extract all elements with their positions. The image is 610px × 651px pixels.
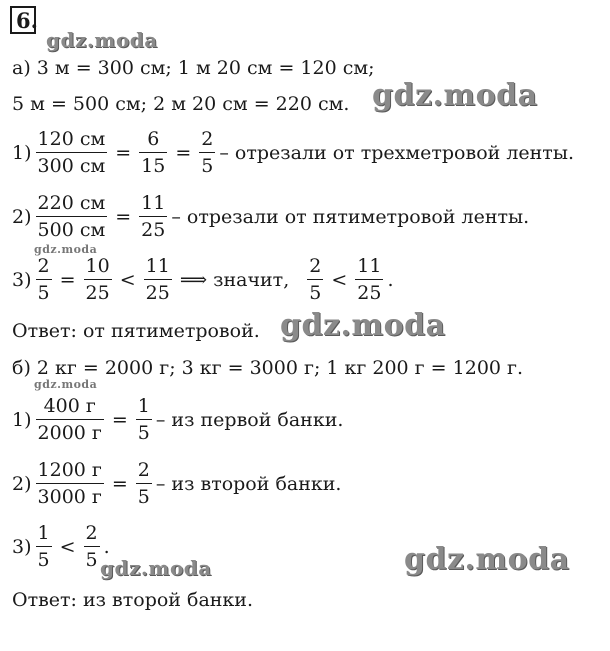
part-b-step-2 <box>12 457 341 510</box>
equals-sign: = <box>111 408 128 431</box>
fraction <box>36 126 108 179</box>
equals-sign: = <box>59 268 76 291</box>
fraction <box>199 126 215 179</box>
step-text: – отрезали от пятиметровой ленты. <box>171 205 530 228</box>
step-label: 2) <box>12 472 32 495</box>
numerator: 1200 г <box>37 459 102 481</box>
equals-sign: = <box>115 141 132 164</box>
part-a-answer: Ответ: от пятиметровой. <box>12 320 260 342</box>
fraction <box>139 190 167 243</box>
denominator: 5 <box>136 419 152 446</box>
numerator: 11 <box>141 192 166 214</box>
part-a-step-3 <box>12 253 394 306</box>
denominator: 300 см <box>36 152 108 179</box>
equals-sign: = <box>111 472 128 495</box>
fraction <box>36 393 104 446</box>
numerator: 2 <box>309 255 322 277</box>
step-text: – из первой банки. <box>155 408 344 431</box>
denominator: 500 см <box>36 216 108 243</box>
numerator: 10 <box>85 255 110 277</box>
less-than-sign: < <box>119 268 136 291</box>
denominator: 25 <box>355 279 383 306</box>
denominator: 15 <box>139 152 167 179</box>
denominator: 5 <box>36 279 52 306</box>
equals-sign: = <box>175 141 192 164</box>
denominator: 5 <box>136 483 152 510</box>
fraction <box>36 520 52 573</box>
denominator: 3000 г <box>36 483 104 510</box>
period: . <box>387 268 394 291</box>
problem-number: 6. <box>16 8 38 33</box>
numerator: 120 см <box>37 128 106 150</box>
numerator: 1 <box>137 395 150 417</box>
part-b-step-3 <box>12 520 110 573</box>
step-label: 3) <box>12 268 32 291</box>
numerator: 2 <box>37 255 50 277</box>
problem-number-box <box>10 6 36 34</box>
denominator: 25 <box>144 279 172 306</box>
period: . <box>103 535 110 558</box>
part-a-step-2 <box>12 190 529 243</box>
fraction <box>144 253 172 306</box>
part-a-step-1 <box>12 126 574 179</box>
fraction <box>84 520 100 573</box>
denominator: 25 <box>84 279 112 306</box>
fraction <box>84 253 112 306</box>
numerator: 2 <box>137 459 150 481</box>
fraction <box>36 253 52 306</box>
watermark: gdz.moda <box>100 556 212 580</box>
numerator: 2 <box>201 128 214 150</box>
numerator: 400 г <box>43 395 96 417</box>
watermark: gdz.moda <box>404 542 570 577</box>
equals-sign: = <box>115 205 132 228</box>
watermark: gdz.moda <box>280 308 446 343</box>
fraction <box>355 253 383 306</box>
denominator: 5 <box>307 279 323 306</box>
watermark: gdz.moda <box>34 378 98 391</box>
fraction <box>307 253 323 306</box>
denominator: 5 <box>36 546 52 573</box>
fraction <box>139 126 167 179</box>
watermark: gdz.moda <box>34 243 98 256</box>
numerator: 11 <box>357 255 382 277</box>
step-text: – отрезали от трехметровой ленты. <box>219 141 574 164</box>
less-than-sign: < <box>59 535 76 558</box>
denominator: 5 <box>84 546 100 573</box>
part-b-line-1: б) 2 кг = 2000 г; 3 кг = 3000 г; 1 кг 200 г = 1200 г. <box>12 357 524 379</box>
less-than-sign: < <box>331 268 348 291</box>
watermark: gdz.moda <box>372 78 538 113</box>
denominator: 5 <box>199 152 215 179</box>
denominator: 2000 г <box>36 419 104 446</box>
numerator: 2 <box>85 522 98 544</box>
step-label: 2) <box>12 205 32 228</box>
part-a-line-2: 5 м = 500 см; 2 м 20 см = 220 см. <box>12 93 350 115</box>
step-label: 1) <box>12 141 32 164</box>
denominator: 25 <box>139 216 167 243</box>
fraction <box>36 457 104 510</box>
part-b-answer: Ответ: из второй банки. <box>12 589 254 611</box>
part-a-line-1: а) 3 м = 300 см; 1 м 20 см = 120 см; <box>12 57 375 79</box>
numerator: 6 <box>147 128 160 150</box>
fraction <box>136 457 152 510</box>
fraction <box>136 393 152 446</box>
step-label: 1) <box>12 408 32 431</box>
step-text: – из второй банки. <box>155 472 342 495</box>
numerator: 1 <box>37 522 50 544</box>
implies-text: ⟹ значит, <box>179 268 290 291</box>
numerator: 220 см <box>37 192 106 214</box>
step-label: 3) <box>12 535 32 558</box>
numerator: 11 <box>145 255 170 277</box>
part-b-step-1 <box>12 393 343 446</box>
watermark: gdz.moda <box>46 28 158 52</box>
fraction <box>36 190 108 243</box>
